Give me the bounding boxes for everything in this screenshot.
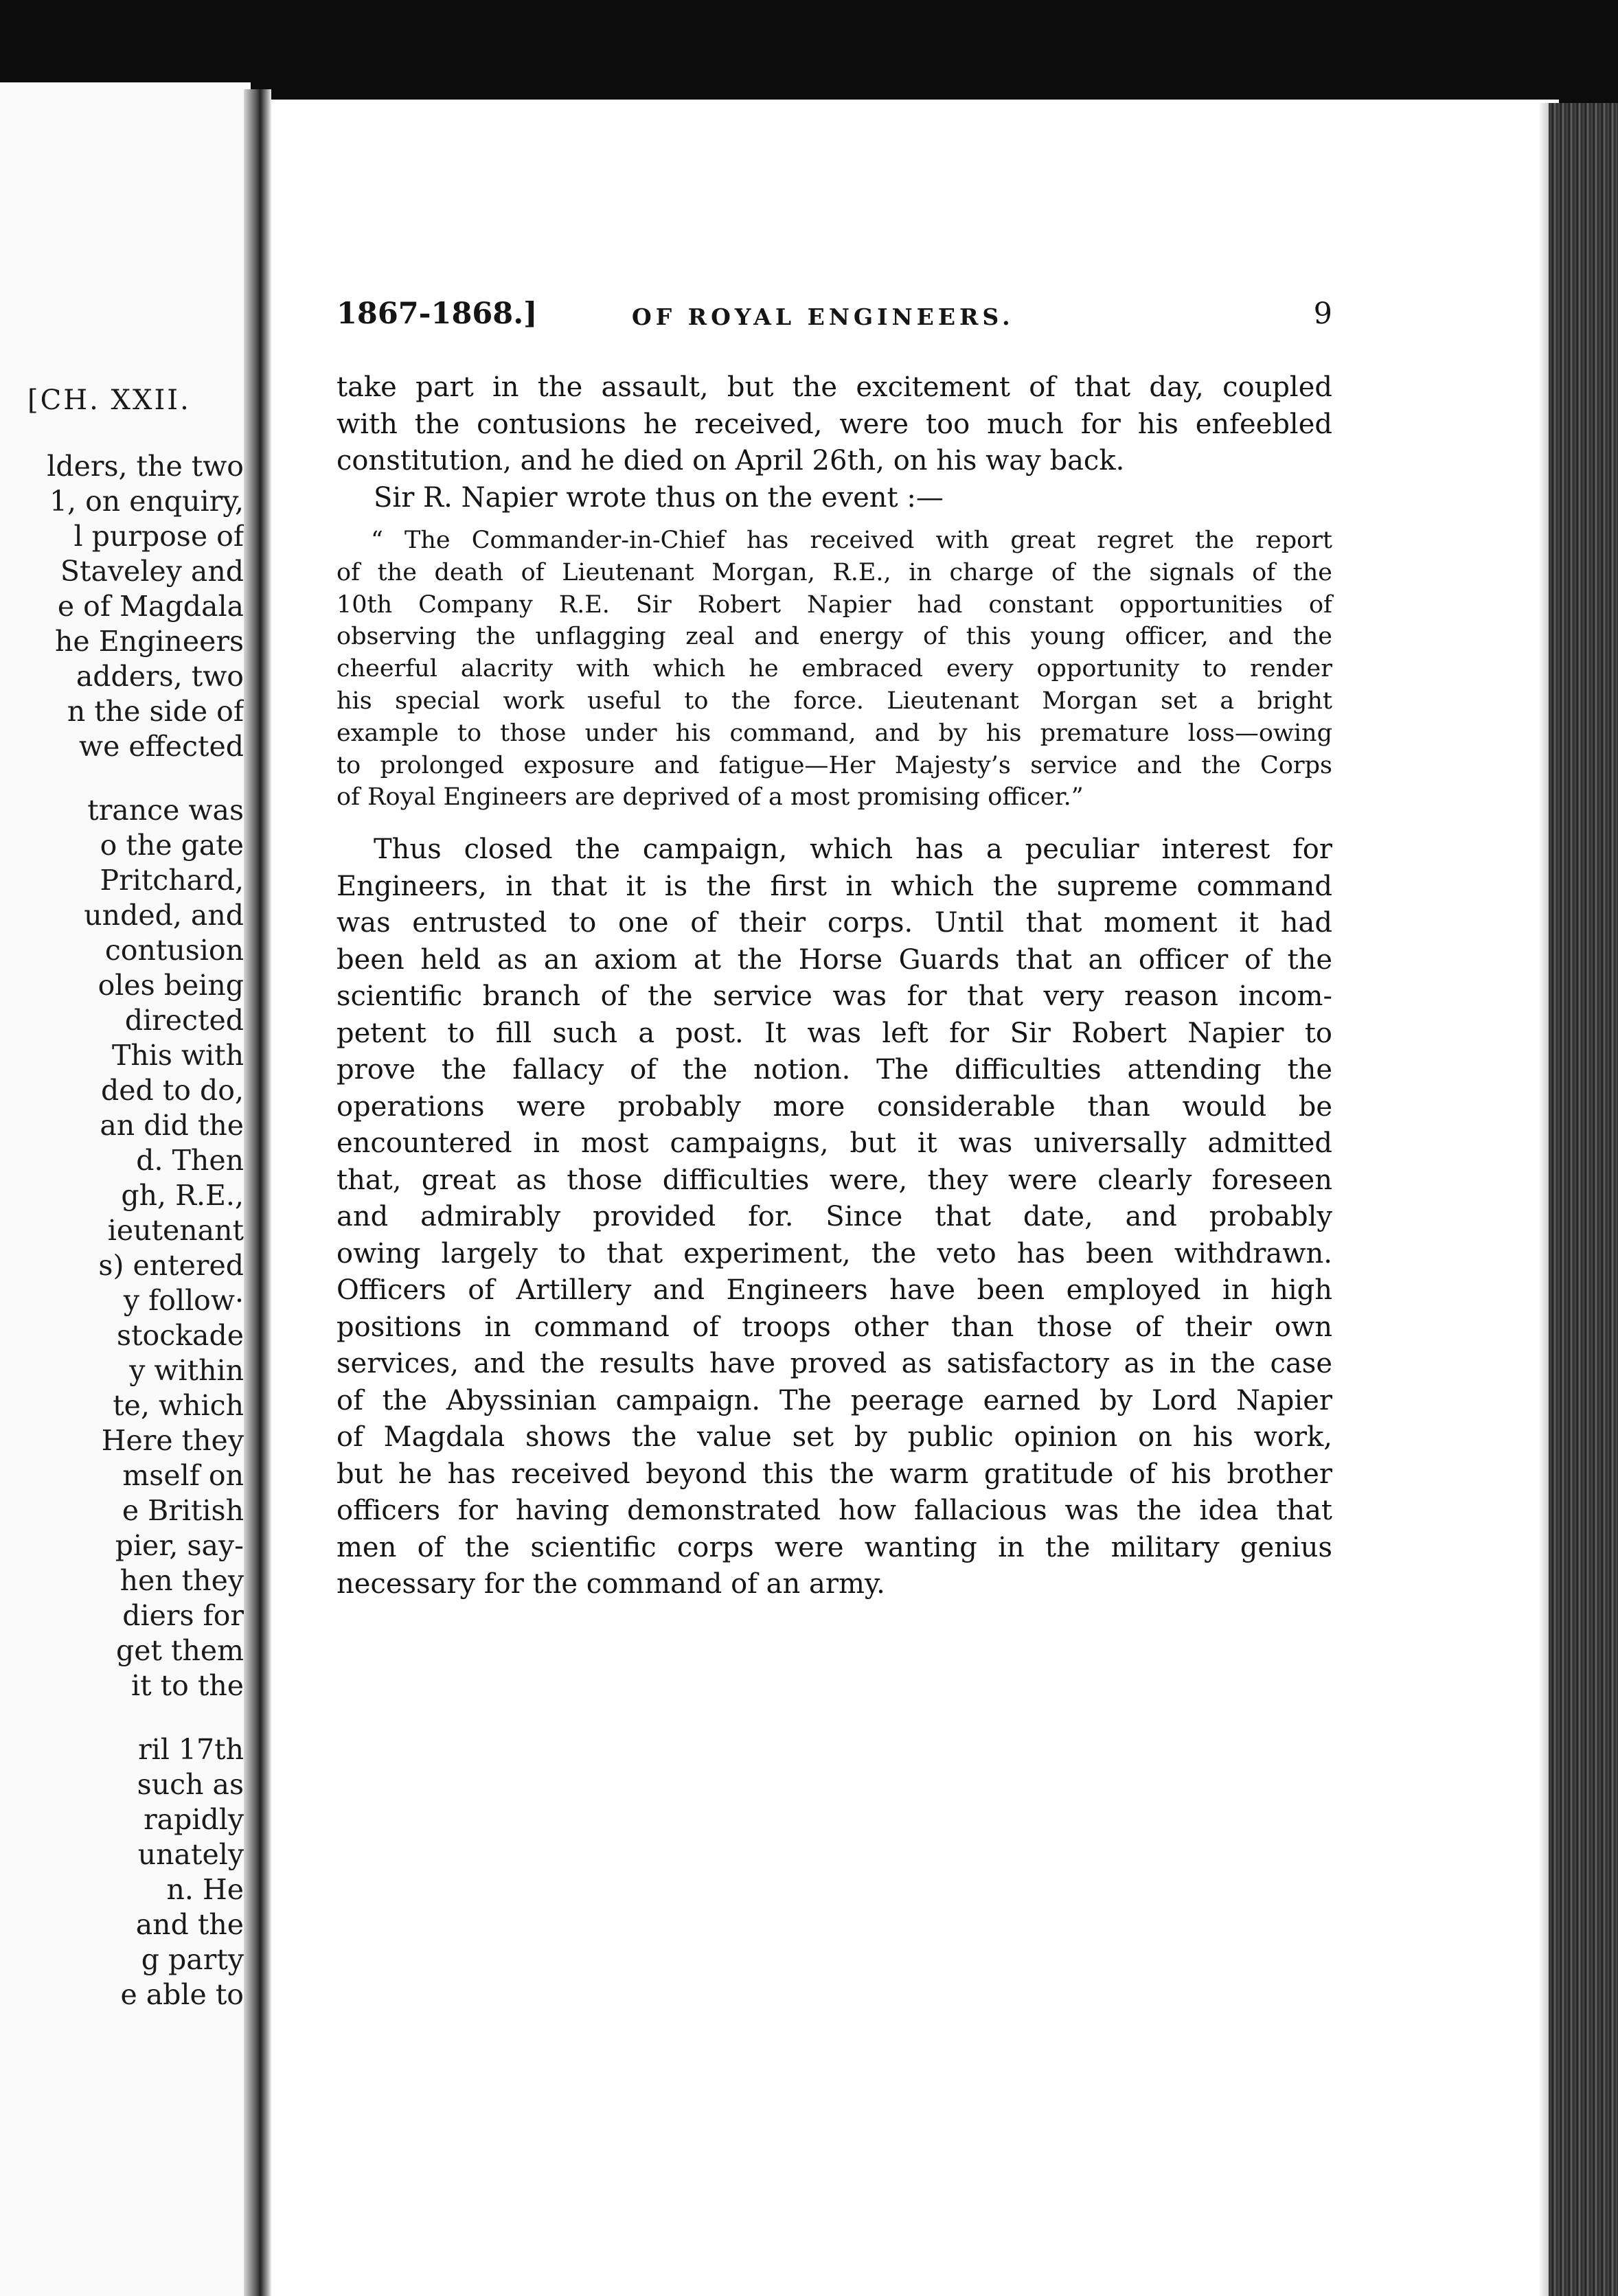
- left-page-line: diers for: [122, 1599, 244, 1632]
- left-page-line: s) entered: [98, 1249, 244, 1282]
- text-line: and admirably provided for. Since that date, and probably: [337, 1201, 1332, 1233]
- paragraph-spacer: [337, 814, 1332, 831]
- left-page-line: gh, R.E.,: [121, 1179, 244, 1212]
- quote-line: to prolonged exposure and fatigue—Her Majesty’s service and the Corps: [337, 751, 1332, 779]
- left-page-line: it to the: [131, 1669, 244, 1702]
- left-page-line: 1, on enquiry,: [49, 485, 244, 518]
- left-page-line: n the side of: [67, 695, 244, 728]
- book-page-edges: [1549, 103, 1618, 2296]
- left-page-line: unded, and: [84, 899, 244, 932]
- left-page-line: Staveley and: [60, 555, 244, 588]
- text-line: was entrusted to one of their corps. Until that moment it had: [337, 907, 1332, 939]
- left-page-line: [0, 764, 244, 793]
- left-page-line: adders, two: [76, 660, 244, 693]
- left-page-line: contusion: [104, 934, 244, 967]
- left-page-line: ril 17th: [138, 1733, 244, 1766]
- left-running-head: [CH. XXII.: [27, 384, 191, 416]
- opening-paragraph: [337, 369, 1332, 480]
- left-page-line: o the gate: [100, 829, 244, 862]
- text-line: encountered in most campaigns, but it was universally admitted: [337, 1127, 1332, 1160]
- running-head-title: OF ROYAL ENGINEERS.: [632, 303, 1014, 330]
- left-page-line: such as: [137, 1768, 244, 1801]
- left-page-line: This with: [111, 1039, 244, 1072]
- left-page-line: y follow·: [123, 1284, 244, 1317]
- left-page-text-fragment: [0, 449, 244, 2012]
- quote-line: his special work useful to the force. Lieutenant Morgan set a bright: [337, 687, 1332, 715]
- text-line: prove the fallacy of the notion. The difficulties attending the: [337, 1054, 1332, 1086]
- left-page-line: and the: [135, 1908, 244, 1941]
- left-page-line: l purpose of: [73, 520, 244, 553]
- text-line: necessary for the command of an army.: [337, 1568, 885, 1600]
- text-line: officers for having demonstrated how fallacious was the idea that: [337, 1495, 1332, 1527]
- text-line: Officers of Artillery and Engineers have been employed in high: [337, 1274, 1332, 1307]
- text-line: take part in the assault, but the excitement of that day, coupled: [337, 371, 1332, 403]
- body-text: [337, 369, 1332, 1603]
- block-quote: [337, 525, 1332, 814]
- left-page-line: we effected: [79, 730, 244, 763]
- text-line: men of the scientific corps were wanting in the military genius: [337, 1531, 1332, 1563]
- left-page-line: trance was: [87, 794, 244, 827]
- text-line: scientific branch of the service was for that very reason incom-: [337, 980, 1332, 1013]
- text-line: been held as an axiom at the Horse Guards that an officer of the: [337, 943, 1332, 976]
- quote-line: of Royal Engineers are deprived of a most promising officer.”: [337, 783, 1084, 812]
- left-page-line: stockade: [117, 1319, 244, 1352]
- quote-line: observing the unflagging zeal and energy of this young officer, and the: [337, 623, 1332, 651]
- left-page-line: ieutenant: [107, 1214, 244, 1247]
- text-line: with the contusions he received, were too much for his enfeebled: [337, 408, 1332, 440]
- quote-line: cheerful alacrity with which he embraced every opportunity to render: [337, 655, 1332, 683]
- text-line: constitution, and he died on April 26th, on his way back.: [337, 445, 1125, 477]
- left-page-line: he Engineers: [55, 625, 244, 658]
- left-page-line: [0, 1703, 244, 1732]
- text-line: Sir R. Napier wrote thus on the event :—: [374, 481, 944, 514]
- left-page-line: Pritchard,: [100, 864, 244, 897]
- text-line: of Magdala shows the value set by public opinion on his work,: [337, 1421, 1332, 1454]
- left-page-line: d. Then: [136, 1144, 244, 1177]
- left-page-line: e British: [122, 1494, 244, 1527]
- left-page-line: lders, the two: [47, 450, 244, 483]
- text-line: services, and the results have proved as satisfactory as in the case: [337, 1348, 1332, 1380]
- running-head-years: 1867-1868.]: [337, 297, 538, 331]
- left-page-line: pier, say-: [115, 1529, 244, 1562]
- left-page-line: e able to: [120, 1978, 244, 2011]
- left-page-line: e of Magdala: [57, 590, 244, 623]
- text-line: operations were probably more considerable than would be: [337, 1090, 1332, 1123]
- text-line: Engineers, in that it is the first in which the supreme command: [337, 870, 1332, 902]
- left-page-line: n. He: [166, 1873, 244, 1906]
- left-page-line: te, which: [113, 1389, 244, 1422]
- text-line: positions in command of troops other than those of their own: [337, 1311, 1332, 1343]
- text-line: owing largely to that experiment, the veto has been withdrawn.: [337, 1237, 1332, 1270]
- text-line: Thus closed the campaign, which has a peculiar interest for: [374, 834, 1332, 866]
- running-head: [337, 297, 1332, 338]
- closing-paragraph: [337, 831, 1332, 1603]
- left-page-line: mself on: [122, 1459, 244, 1492]
- text-line: that, great as those difficulties were, they were clearly foreseen: [337, 1164, 1332, 1196]
- left-page-line: unately: [137, 1838, 244, 1871]
- left-page-line: an did the: [100, 1109, 244, 1142]
- quote-line: “ The Commander-in-Chief has received with great regret the report: [371, 527, 1332, 554]
- left-page-line: oles being: [98, 969, 244, 1002]
- intro-paragraph: [337, 480, 1332, 517]
- text-line: of the Abyssinian campaign. The peerage earned by Lord Napier: [337, 1384, 1332, 1416]
- book-gutter: [244, 89, 271, 2296]
- quote-line: of the death of Lieutenant Morgan, R.E., in charge of the signals of the: [337, 558, 1332, 586]
- quote-line: 10th Company R.E. Sir Robert Napier had constant opportunities of: [337, 590, 1332, 619]
- left-facing-page: [0, 82, 251, 2296]
- text-line: but he has received beyond this the warm gratitude of his brother: [337, 1458, 1332, 1490]
- quote-line: example to those under his command, and by his premature loss—owing: [337, 719, 1332, 747]
- left-page-line: g party: [141, 1943, 244, 1976]
- left-page-line: y within: [129, 1354, 244, 1387]
- left-page-line: directed: [124, 1004, 244, 1037]
- page-number: 9: [1313, 297, 1332, 331]
- left-page-line: hen they: [119, 1564, 244, 1597]
- left-page-line: rapidly: [144, 1803, 244, 1836]
- left-page-line: ded to do,: [101, 1074, 244, 1107]
- text-line: petent to fill such a post. It was left for Sir Robert Napier to: [337, 1017, 1332, 1049]
- left-page-line: get them: [115, 1634, 244, 1667]
- left-page-line: Here they: [101, 1424, 244, 1457]
